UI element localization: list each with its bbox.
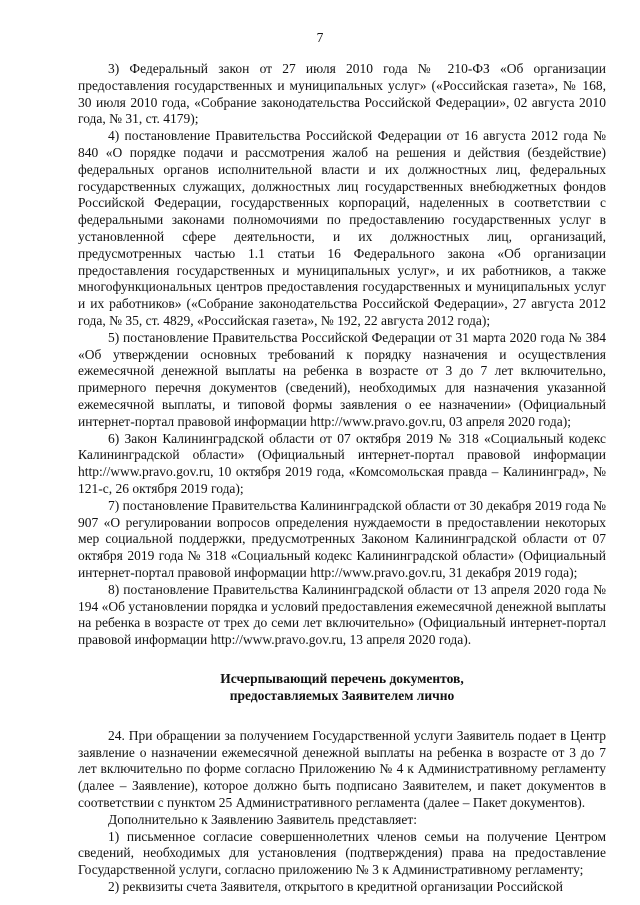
legal-act-item-5: 5) постановление Правительства Российской Федерации от 31 марта 2020 года № 384 «Об утверждении основных требований к порядку назначения и осуществления ежемесячной денежной выплаты на ребенка в возрасте от 3 до 7 лет включительно, примерного перечня документов (сведений), необходимых для назначения указанной ежемесячной выплаты, и типовой формы заявления о ее назначении» (Официальный интернет-портал правовой информации http://www.pravo.gov.ru, 03 апреля 2020 года); <box>78 329 606 429</box>
legal-act-item-7: 7) постановление Правительства Калининградской области от 30 декабря 2019 года № 907 «О регулировании вопросов определения нуждаемости в предоставлении некоторых мер социальной поддержки, предусмотренных Законом Калининградской области от 07 октября 2019 года № 318 «Социальный кодекс Калининградской области» (Официальный интернет-портал правовой информации http://www.pravo.gov.ru, 31 декабря 2019 года); <box>78 497 606 580</box>
document-body <box>78 61 606 896</box>
legal-act-item-4: 4) постановление Правительства Российской Федерации от 16 августа 2012 года № 840 «О порядке подачи и рассмотрения жалоб на решения и действия (бездействие) федеральных органов исполнительной власти и их должностных лиц, федеральных государственных служащих, должностных лиц государственных внебюджетных фондов Российской Федерации, государственных корпораций, наделенных в соответствии с федеральными законами полномочиями по предоставлению государственных услуг в установленной сфере деятельности, и их должностных лиц, организаций, предусмотренных частью 1.1 статьи 16 Федерального закона «Об организации предоставления государственных и муниципальных услуг», и их работников, а также многофункциональных центров предоставления государственных и муниципальных услуг и их работников» («Собрание законодательства Российской Федерации», 27 августа 2012 года, № 35, ст. 4829, «Российская газета», № 192, 22 августа 2012 года); <box>78 128 606 328</box>
clause-24: 24. При обращении за получением Государственной услуги Заявитель подает в Центр заявление о назначении ежемесячной денежной выплаты на ребенка в возрасте от 3 до 7 лет включительно по форме согласно Приложению № 4 к Административному регламенту (далее – Заявление), которое должно быть подписано Заявителем, и пакет документов в соответствии с пунктом 25 Административного регламента (далее – Пакет документов). <box>78 727 606 811</box>
section-heading-line-1: Исчерпывающий перечень документов, <box>220 670 464 686</box>
legal-act-item-3: 3) Федеральный закон от 27 июля 2010 года № 210-ФЗ «Об организации предоставления государственных и муниципальных услуг» («Российская газета», № 168, 30 июля 2010 года, «Собрание законодательства Российской Федерации», 02 августа 2010 года, № 31, ст. 4179); <box>78 61 606 127</box>
section-heading <box>78 670 606 704</box>
additional-documents-intro: Дополнительно к Заявлению Заявитель представляет: <box>108 811 418 827</box>
legal-act-item-6: 6) Закон Калининградской области от 07 октября 2019 № 318 «Социальный кодекс Калининградской области» (Официальный интернет-портал правовой информации http://www.pravo.gov.ru, 10 октября 2019 года, «Комсомольская правда – Калининград», № 121-с, 26 октября 2019 года); <box>78 430 606 496</box>
section-heading-line-2: предоставляемых Заявителем лично <box>229 687 455 703</box>
additional-document-item-1: 1) письменное согласие совершеннолетних членов семьи на получение Центром сведений, необходимых для установления (подтверждения) права на предоставление Государственной услуги, согласно приложению № 3 к Административному регламенту; <box>78 828 606 878</box>
page-number: 7 <box>316 30 324 45</box>
additional-document-item-2: 2) реквизиты счета Заявителя, открытого в кредитной организации Российской <box>108 879 563 895</box>
legal-act-item-8: 8) постановление Правительства Калининградской области от 13 апреля 2020 года № 194 «Об установлении порядка и условий предоставления ежемесячной денежной выплаты на ребенка в возрасте от трех до семи лет включительно» (Официальный интернет-портал правовой информации http://www.pravo.gov.ru, 13 апреля 2020 года). <box>78 581 606 648</box>
